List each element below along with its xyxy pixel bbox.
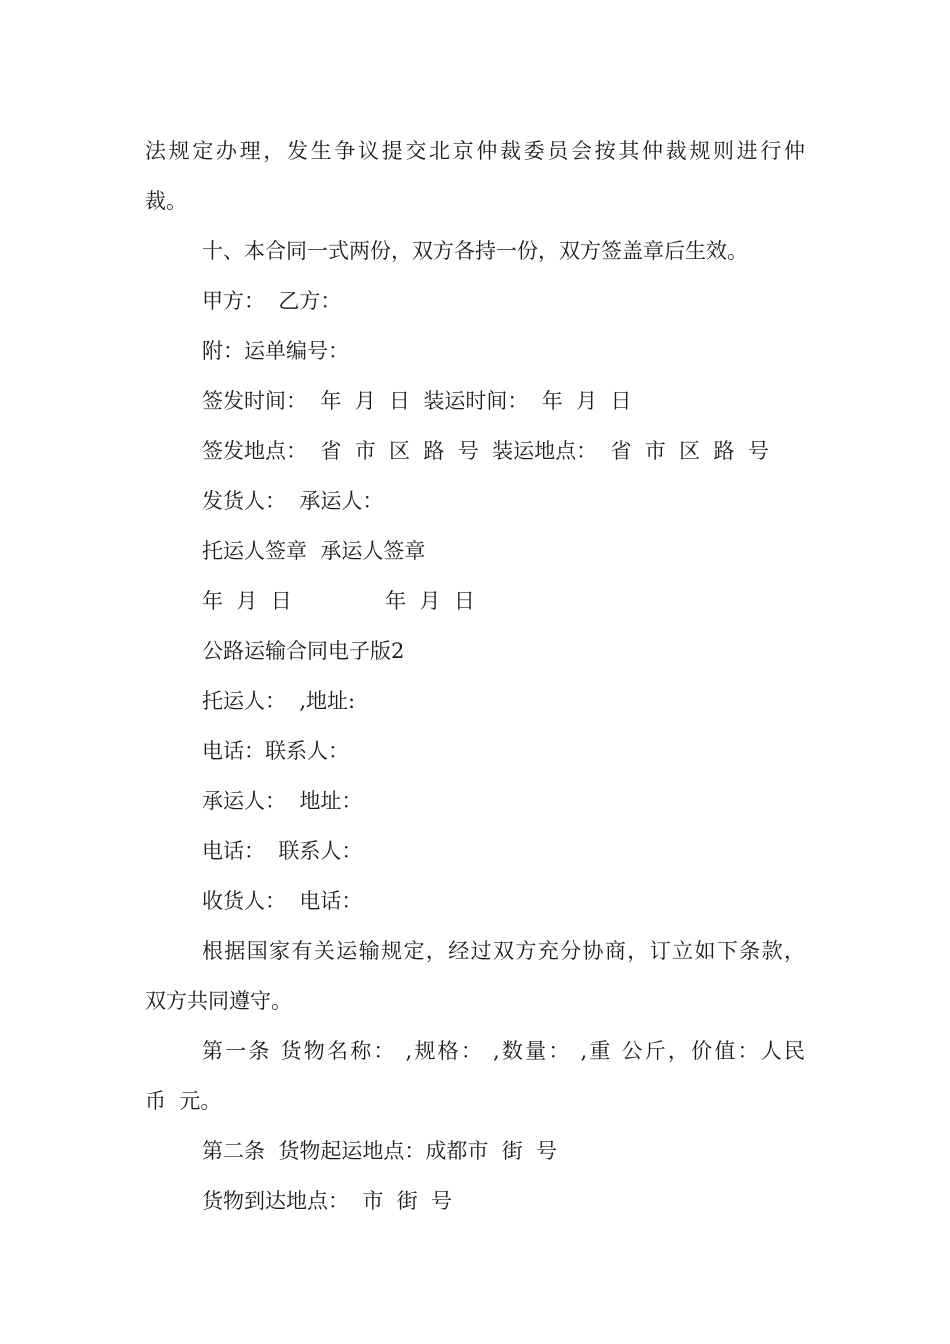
section-heading: 公路运输合同电子版2	[202, 639, 405, 663]
text-line: 裁。	[145, 189, 187, 213]
text-line: 甲方： 乙方：	[202, 289, 342, 313]
text-line: 货物到达地点： 市 街 号	[202, 1189, 453, 1213]
text-line: 签发时间： 年 月 日 装运时间： 年 月 日	[202, 389, 632, 413]
text-line: 承运人： 地址：	[202, 789, 363, 813]
text-line: 电话： 联系人：	[202, 839, 363, 863]
text-line: 根据国家有关运输规定，经过双方充分协商，订立如下条款，	[202, 939, 805, 963]
text-line: 十、本合同一式两份，双方各持一份，双方签盖章后生效。	[202, 239, 748, 263]
text-line: 币 元。	[145, 1089, 222, 1113]
text-line: 收货人： 电话：	[202, 889, 363, 913]
text-line: 年 月 日 年 月 日	[202, 589, 475, 613]
text-line: 托运人签章 承运人签章	[202, 539, 426, 563]
text-line: 签发地点： 省 市 区 路 号 装运地点： 省 市 区 路 号	[202, 439, 769, 463]
text-line: 第一条 货物名称： ,规格： ,数量： ,重 公斤，价值：人民	[202, 1039, 805, 1063]
text-line: 托运人： ,地址:	[202, 689, 356, 713]
text-line: 法规定办理，发生争议提交北京仲裁委员会按其仲裁规则进行仲	[145, 139, 805, 163]
text-line: 第二条 货物起运地点：成都市 街 号	[202, 1139, 558, 1163]
text-line: 附：运单编号：	[202, 339, 349, 363]
text-line: 电话：联系人：	[202, 739, 349, 763]
text-line: 发货人： 承运人：	[202, 489, 384, 513]
text-line: 双方共同遵守。	[145, 989, 292, 1013]
